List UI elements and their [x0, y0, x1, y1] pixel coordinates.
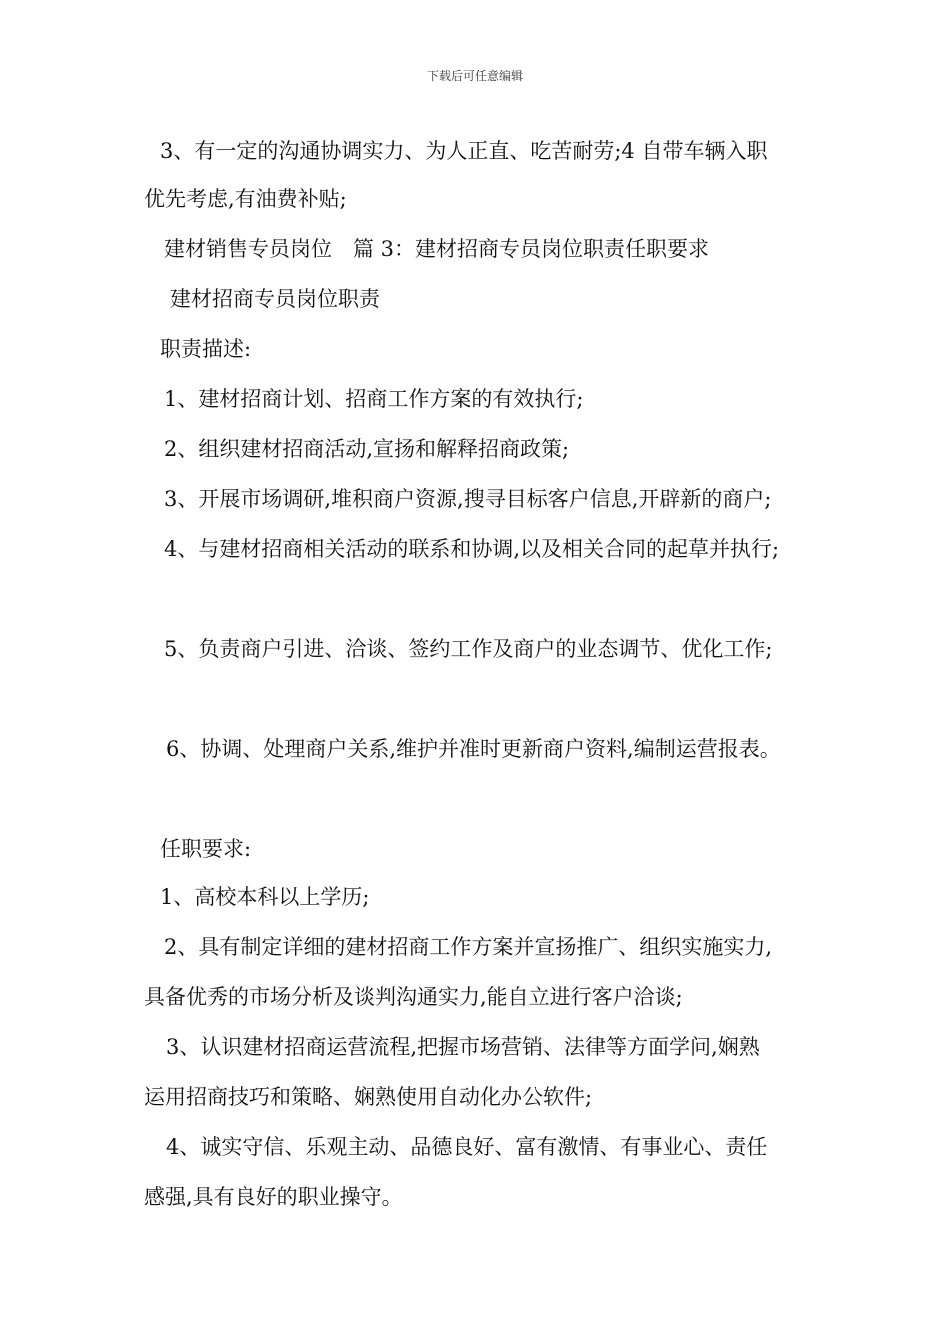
text-line-2: 优先考虑,有油费补贴;	[144, 187, 347, 211]
requirements-heading: 任职要求:	[160, 837, 252, 861]
requirement-item-1: 1、高校本科以上学历;	[160, 885, 370, 909]
duty-item-4: 4、与建材招商相关活动的联系和协调,以及相关合同的起草并执行;	[164, 537, 780, 561]
requirement-item-4: 4、诚实守信、乐观主动、品德良好、富有激情、有事业心、责任	[166, 1135, 768, 1159]
text-line-1: 3、有一定的沟通协调实力、为人正直、吃苦耐劳;4 自带车辆入职	[160, 139, 768, 163]
requirement-item-2: 2、具有制定详细的建材招商工作方案并宣扬推广、组织实施实力,	[164, 935, 773, 959]
duty-item-5: 5、负责商户引进、洽谈、签约工作及商户的业态调节、优化工作;	[164, 637, 773, 661]
duty-item-6: 6、协调、处理商户关系,维护并准时更新商户资料,编制运营报表。	[166, 737, 781, 761]
page-header: 下载后可任意编辑	[426, 69, 523, 83]
text-line-3: 建材销售专员岗位 篇 3：建材招商专员岗位职责任职要求	[164, 237, 710, 261]
requirement-item-4-cont: 感强,具有良好的职业操守。	[144, 1185, 403, 1209]
duty-item-3: 3、开展市场调研,堆积商户资源,搜寻目标客户信息,开辟新的商户;	[164, 487, 772, 511]
duty-item-2: 2、组织建材招商活动,宣扬和解释招商政策;	[164, 437, 570, 461]
requirement-item-3-cont: 运用招商技巧和策略、娴熟使用自动化办公软件;	[144, 1085, 593, 1109]
section-title: 建材招商专员岗位职责	[170, 287, 380, 311]
duties-heading: 职责描述:	[160, 337, 252, 361]
duty-item-1: 1、建材招商计划、招商工作方案的有效执行;	[164, 387, 584, 411]
requirement-item-3: 3、认识建材招商运营流程,把握市场营销、法律等方面学问,娴熟	[166, 1035, 760, 1059]
requirement-item-2-cont: 具备优秀的市场分析及谈判沟通实力,能自立进行客户洽谈;	[144, 985, 683, 1009]
